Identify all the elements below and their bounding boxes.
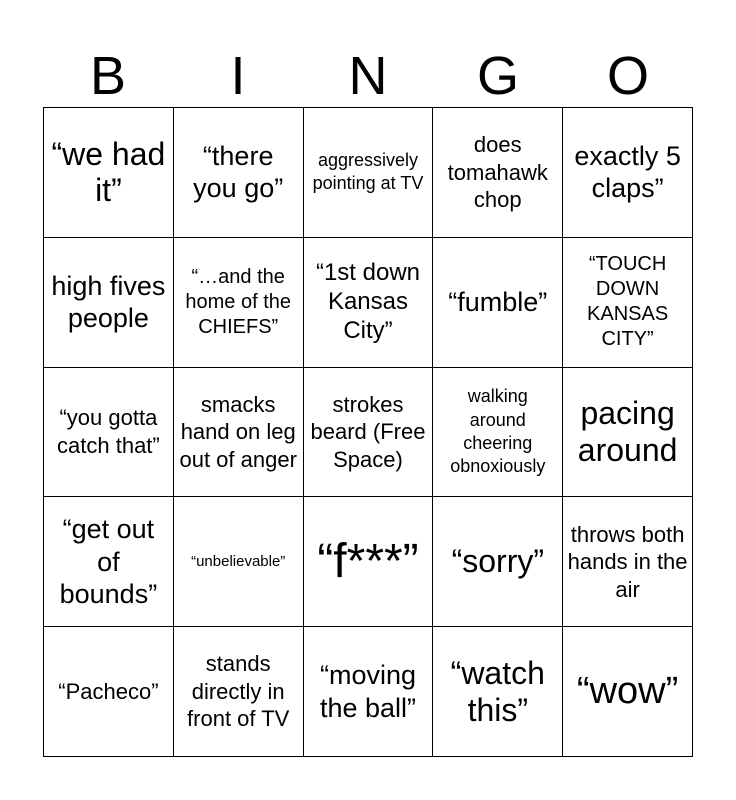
bingo-cell[interactable]: walking around cheering obnoxiously <box>433 368 563 498</box>
bingo-cell[interactable]: “unbelievable” <box>174 497 304 627</box>
bingo-cell[interactable]: does tomahawk chop <box>433 108 563 238</box>
bingo-cell[interactable]: “fumble” <box>433 238 563 368</box>
bingo-cell[interactable]: “moving the ball” <box>304 627 434 757</box>
bingo-cell[interactable]: “there you go” <box>174 108 304 238</box>
bingo-header <box>43 45 693 105</box>
bingo-cell[interactable]: “…and the home of the CHIEFS” <box>174 238 304 368</box>
bingo-cell[interactable]: aggressively pointing at TV <box>304 108 434 238</box>
bingo-cell[interactable]: “1st down Kansas City” <box>304 238 434 368</box>
bingo-cell[interactable]: high fives people <box>44 238 174 368</box>
header-letter-b: B <box>89 46 127 106</box>
header-letter-n: N <box>348 46 388 106</box>
bingo-cell[interactable]: “sorry” <box>433 497 563 627</box>
bingo-cell[interactable]: exactly 5 claps” <box>563 108 693 238</box>
bingo-cell[interactable]: “we had it” <box>44 108 174 238</box>
bingo-cell[interactable]: pacing around <box>563 368 693 498</box>
header-letter-g: G <box>476 46 519 106</box>
bingo-cell[interactable]: stands directly in front of TV <box>174 627 304 757</box>
header-letter-o: O <box>606 46 649 106</box>
bingo-cell[interactable]: “you gotta catch that” <box>44 368 174 498</box>
bingo-cell[interactable]: throws both hands in the air <box>563 497 693 627</box>
bingo-cell[interactable]: “watch this” <box>433 627 563 757</box>
bingo-cell[interactable]: “f***” <box>304 497 434 627</box>
header-letter-i: I <box>230 46 246 106</box>
bingo-cell[interactable]: “TOUCH DOWN KANSAS CITY” <box>563 238 693 368</box>
bingo-cell[interactable]: “get out of bounds” <box>44 497 174 627</box>
bingo-cell[interactable]: “wow” <box>563 627 693 757</box>
bingo-cell[interactable]: “Pacheco” <box>44 627 174 757</box>
bingo-cell free-space[interactable]: strokes beard (Free Space) <box>304 368 434 498</box>
bingo-cell[interactable]: smacks hand on leg out of anger <box>174 368 304 498</box>
bingo-board <box>43 107 693 757</box>
